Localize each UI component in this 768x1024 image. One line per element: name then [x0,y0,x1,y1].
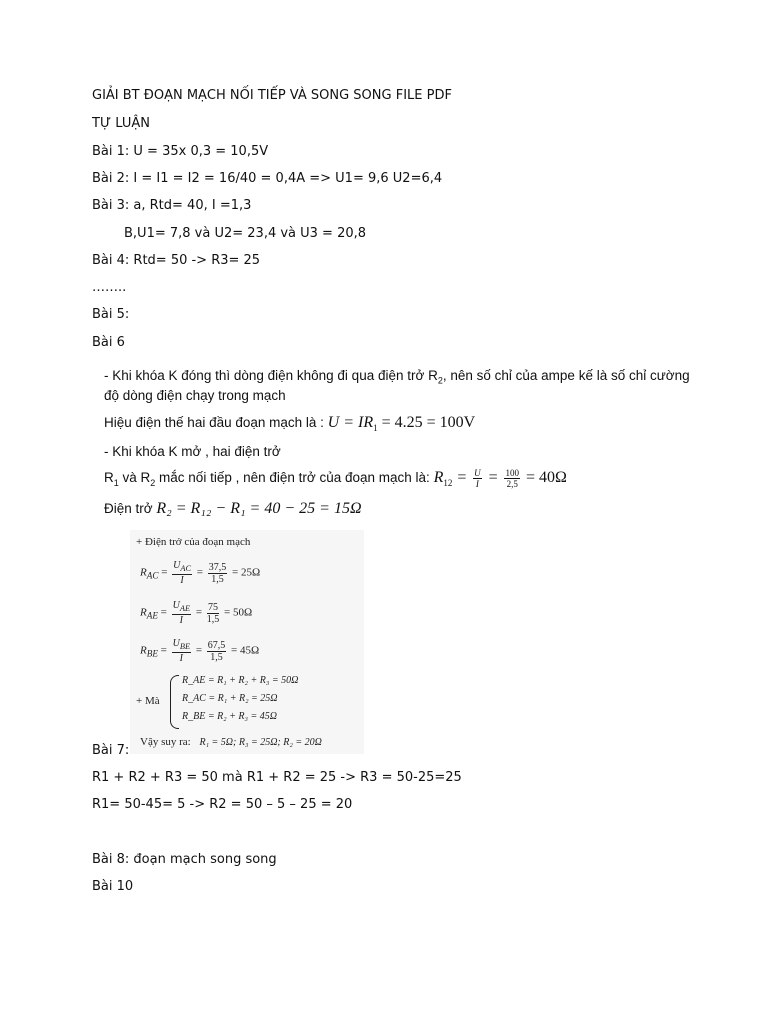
exercise-3a: Bài 3: a, Rtd= 40, I =1,3 [92,198,252,213]
exercise-8: Bài 8: đoạn mạch song song [92,852,277,867]
scanned-derivation-image [130,530,364,754]
exercise-2: Bài 2: I = I1 = I2 = 16/40 = 0,4A => U1= 9,6 U2=6,4 [92,171,443,186]
exercise-7: Bài 7: [92,743,130,758]
exercise-3b: B,U1= 7,8 và U2= 23,4 và U3 = 20,8 [124,226,367,241]
solution-line-1: - Khi khóa K đóng thì dòng điện không đi qua điện trở $R_2$, nên số chỉ của ampe kế là số chỉ cường [104,368,690,386]
scan-heading: + Điện trở của đoạn mạch [136,536,251,548]
solution-line-5: $R_1$ và $R_2$ mắc nối tiếp , nên điện trở của đoạn mạch là: $R_{12}$ = $\frac{U}{I}$ = $\frac{100}{2,5}$ = 40Ω [104,468,567,489]
exercise-7-line-1: R1 + R2 + R3 = 50 mà R1 + R2 = 25 -> R3 = 50-25=25 [92,770,462,785]
exercise-6: Bài 6 [92,335,125,350]
scan-system-3: R_BE = R₂ + R₃ = 45Ω [182,711,277,722]
exercise-7-line-2: R1= 50-45= 5 -> R2 = 50 – 5 – 25 = 20 [92,797,353,812]
solution-line-6: Điện trở R₂ = R₁₂ − R₁ = 40 − 25 = 15Ω [104,500,362,517]
exercise-10: Bài 10 [92,879,134,894]
solution-line-3: Hiệu điện thế hai đầu đoạn mạch là : $U = IR_1 = 4.25 = 100V$ [104,414,476,434]
scan-system-2: R_AC = R₁ + R₂ = 25Ω [182,693,278,704]
exercise-5: Bài 5: [92,307,130,322]
exercise-4: Bài 4: Rtd= 50 -> R3= 25 [92,253,261,268]
scan-rbe: $R_{BE}$ = $U_{BE}$ I = $\frac{67,5}{1,5}$ = 45Ω [140,638,260,664]
scan-conclusion: Vậy suy ra: R₁ = 5Ω; R₃ = 25Ω; R₂ = 20Ω [140,736,322,748]
scan-ma: + Mà [136,695,160,707]
solution-line-2: độ dòng điện chạy trong mạch [104,388,286,403]
scan-rae: $R_{AE}$ = $U_{AE}$ I = $\frac{75}{1,5}$ = 50Ω [140,600,253,626]
section-heading: TỰ LUẬN [92,116,150,131]
ellipsis: …….. [92,280,127,295]
solution-line-4: - Khi khóa K mở , hai điện trở [104,444,281,459]
scan-rac: $R_{AC}$ = $U_{AC}$ I = $\frac{37,5}{1,5}$ = 25Ω [140,560,261,586]
document-title: GIẢI BT ĐOẠN MẠCH NỐI TIẾP VÀ SONG SONG FILE PDF [92,88,452,103]
exercise-1: Bài 1: U = 35x 0,3 = 10,5V [92,144,269,159]
scan-system-1: R_AE = R₁ + R₂ + R₃ = 50Ω [182,675,299,686]
system-brace [170,675,179,729]
